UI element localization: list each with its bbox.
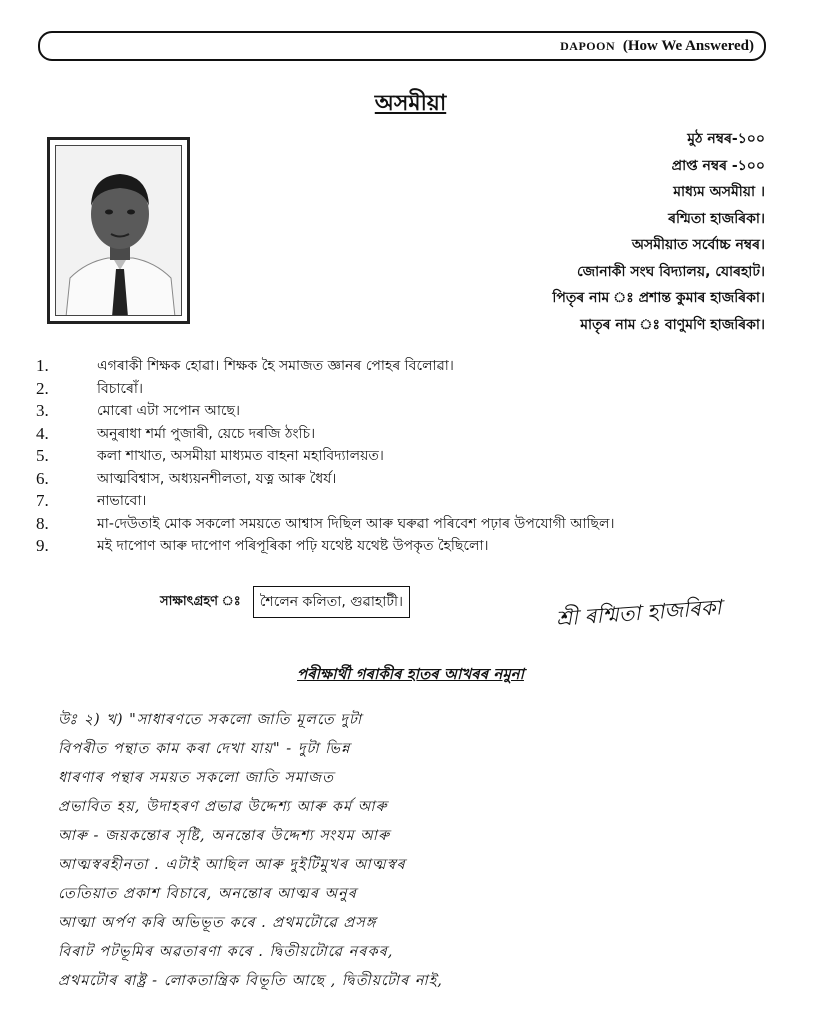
info-achievement: অসমীয়াত সৰ্বোচ্চ নম্বৰ।: [631, 237, 765, 253]
answer-number: 5.: [36, 446, 49, 465]
answer-text: বিচাৰোঁ।: [97, 380, 143, 397]
info-student-name: ৰশ্মিতা হাজৰিকা।: [668, 210, 765, 227]
list-item: [36, 490, 756, 513]
student-info: [552, 126, 765, 338]
header-text: [560, 38, 754, 55]
answer-text: মোৰো এটা সপোন আছে।: [97, 403, 241, 419]
handwriting-line: প্ৰভাবিত হয়, উদাহৰণ প্ৰভাৱ উদ্দেশ্য আৰু কৰ্ম আৰু: [58, 799, 388, 815]
handwriting-line: বিৰাট পটভূমিৰ অৱতাৰণা কৰে . দ্বিতীয়টোৱে নৰকৰ,: [58, 944, 394, 960]
handwriting-line: ধাৰণাৰ পন্থাৰ সময়ত সকলো জাতি সমাজত: [58, 770, 334, 786]
answer-text: অনুৰাধা শৰ্মা পুজাৰী, য়েচে দৰজি ঠংচি।: [97, 425, 316, 442]
answer-number: 2.: [36, 378, 49, 398]
answer-number: 6.: [36, 468, 49, 488]
student-portrait-icon: [55, 145, 182, 316]
info-total-marks: মুঠ নম্বৰ-১০০: [687, 131, 765, 147]
answer-text: আত্মবিশ্বাস, অধ্যয়নশীলতা, যত্ন আৰু ধৈৰ্য।: [97, 470, 337, 487]
answer-text: মা-দেউতাই মোক সকলো সময়তে আশ্বাস দিছিল আৰু ঘৰুৱা পৰিবেশ পঢ়াৰ উপযোগী আছিল।: [97, 515, 615, 532]
list-item: [36, 468, 756, 491]
header-subtitle: (How We Answered): [622, 38, 754, 54]
list-item: [36, 355, 756, 378]
answer-text: মই দাপোণ আৰু দাপোণ পৰিপূৰিকা পঢ়ি যথেষ্ট যথেষ্ট উপকৃত হৈছিলো।: [97, 538, 489, 554]
handwriting-line: তেতিয়াত প্ৰকাশ বিচাৰে, অনন্তোৰ আত্মৰ অনুৰ: [58, 886, 357, 902]
answer-text: নাভাবো।: [97, 493, 147, 509]
list-item: [36, 535, 756, 558]
handwriting-line: উঃ ২) খ) "সাধাৰণতে সকলো জাতি মূলতে দুটা: [58, 712, 363, 728]
answer-number: 1.: [36, 356, 49, 375]
answer-text: কলা শাখাত, অসমীয়া মাধ্যমত বাহনা মহাবিদ্যালয়ত।: [97, 448, 384, 464]
answer-number: 8.: [36, 513, 49, 533]
info-mother-name: মাতৃৰ নাম ঃ বাণুমণি হাজৰিকা।: [580, 316, 765, 333]
info-medium: মাধ্যম অসমীয়া ।: [673, 184, 765, 200]
handwriting-line: প্ৰথমটোৰ ৰাষ্ট্ৰ - লোকতান্ত্ৰিক বিভূতি আছে , দ্বিতীয়টোৰ নাই,: [58, 973, 443, 989]
header-banner: [38, 31, 766, 61]
info-school: জোনাকী সংঘ বিদ্যালয়, যোৰহাট।: [576, 263, 765, 280]
list-item: [36, 513, 756, 536]
header-brand: DAPOON: [560, 39, 616, 53]
handwriting-sample-heading: পৰীক্ষাৰ্থী গৰাকীৰ হাতৰ আখৰৰ নমুনা: [297, 665, 524, 683]
student-signature: শ্ৰী ৰশ্মিতা হাজৰিকা: [555, 595, 723, 631]
interviewer-credit: [160, 586, 410, 618]
student-photo: [47, 137, 190, 324]
interviewer-name: শৈলেন কলিতা, গুৱাহাটী।: [253, 586, 410, 618]
list-item: [36, 400, 756, 423]
answer-text: এগৰাকী শিক্ষক হোৱা। শিক্ষক হৈ সমাজত জ্ঞানৰ পোহৰ বিলোৱা।: [97, 358, 454, 374]
answer-number: 7.: [36, 491, 49, 510]
answer-number: 3.: [36, 401, 49, 420]
interviewer-label: সাক্ষাৎগ্ৰহণ ঃ: [160, 593, 241, 609]
answer-list: [36, 355, 756, 558]
list-item: [36, 378, 756, 401]
info-father-name: পিতৃৰ নাম ঃ প্ৰশান্ত কুমাৰ হাজৰিকা।: [552, 290, 765, 306]
answer-number: 4.: [36, 423, 49, 443]
page-title: অসমীয়া: [374, 91, 447, 116]
handwriting-line: বিপৰীত পন্থাত কাম কৰা দেখা যায়" - দুটা ভিন্ন: [58, 741, 351, 757]
handwriting-line: আৰু - জয়কন্তোৰ সৃষ্টি, অনন্তোৰ উদ্দেশ্য সংযম আৰু: [58, 828, 390, 844]
list-item: [36, 423, 756, 446]
handwriting-line: আত্মস্বৰহীনতা . এটাই আছিল আৰু দুইটিমুখৰ আত্মস্বৰ: [58, 857, 406, 873]
handwriting-sample: [58, 706, 778, 996]
answer-number: 9.: [36, 536, 49, 555]
handwriting-line: আত্মা অৰ্পণ কৰি অভিভূত কৰে . প্ৰথমটোৱে প্ৰসঙ্গ: [58, 915, 377, 931]
list-item: [36, 445, 756, 468]
info-obtained-marks: প্ৰাপ্ত নম্বৰ -১০০: [671, 157, 765, 174]
